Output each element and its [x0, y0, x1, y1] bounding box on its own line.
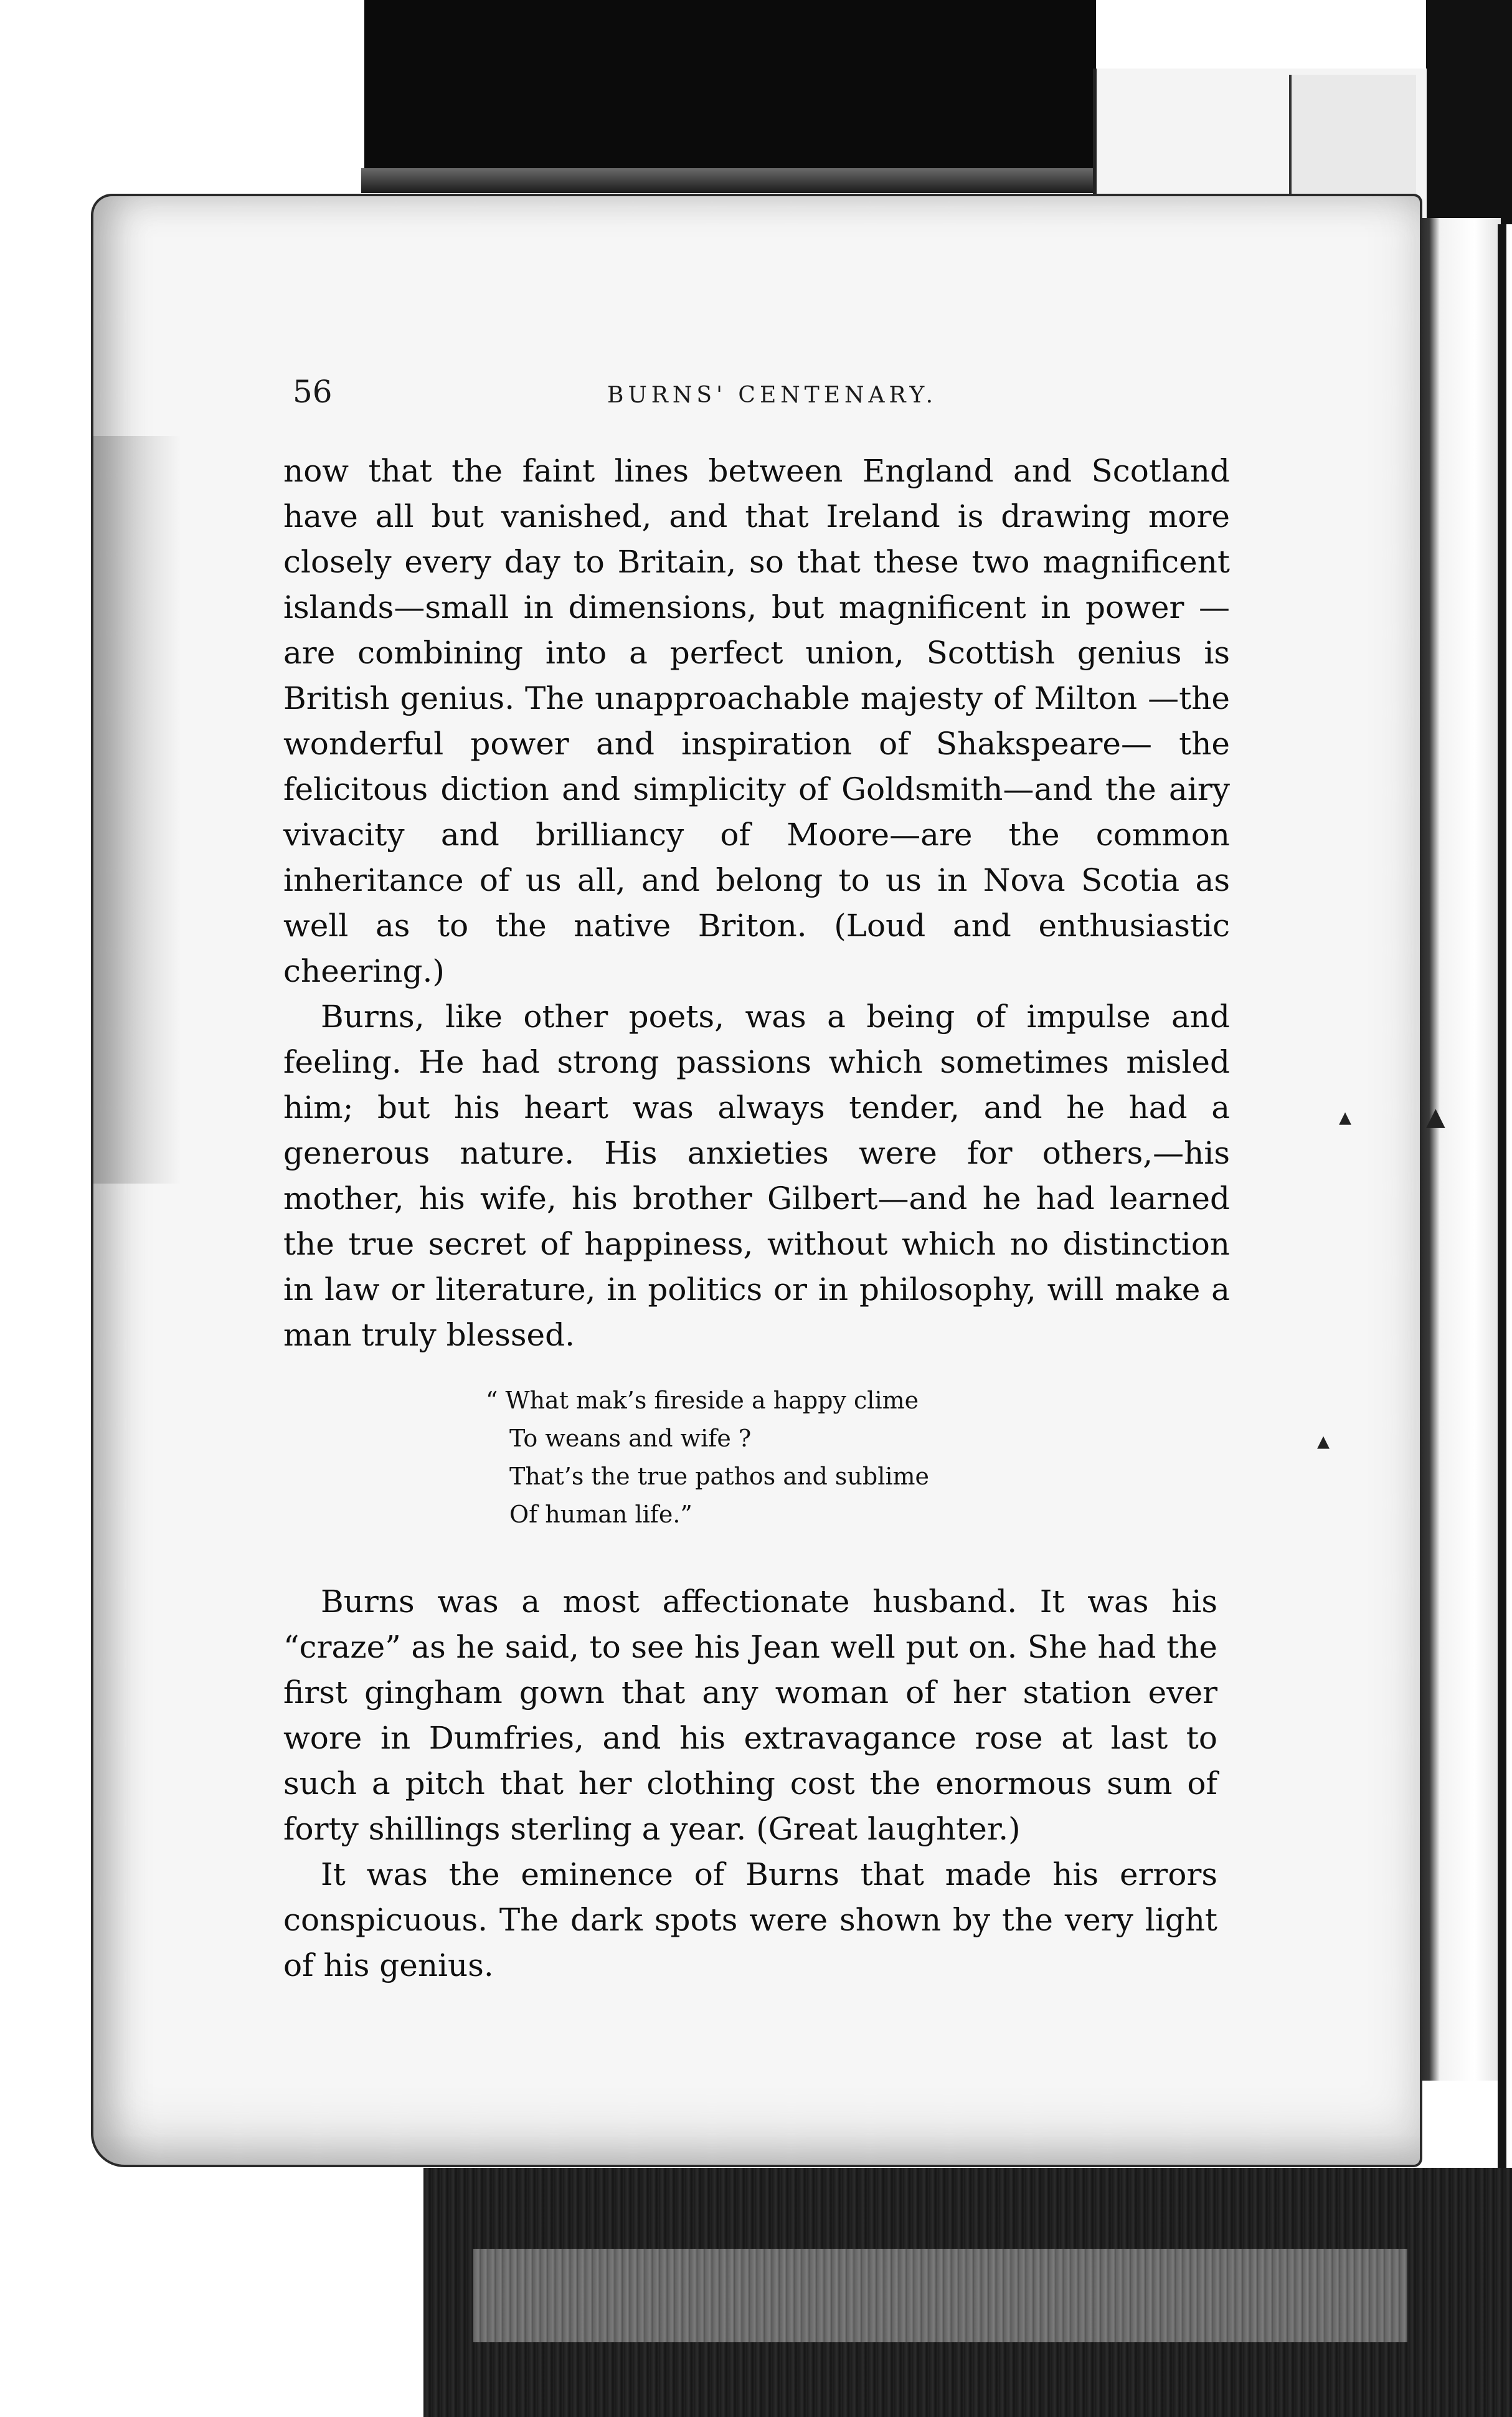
verse-line: Of human life.” — [509, 1501, 692, 1528]
paragraph: It was the eminence of Burns that made his errors conspicuous. The dark spots were shown by the very light of his genius. — [283, 1856, 1217, 1983]
running-head: BURNS' CENTENARY. — [607, 382, 938, 408]
margin-mark: ▴ — [1339, 1103, 1352, 1131]
scan-edge-line — [1498, 224, 1506, 2205]
margin-mark: ▴ — [1317, 1427, 1330, 1455]
verse-line: “ What mak’s fireside a happy clime — [486, 1387, 919, 1414]
paragraph: Burns, like other poets, was a being of impulse and feeling. He had strong passions which sometimes misled him; but his heart was always tender, and he had a generous nature. His anxieties were for others,—his mother, his wife, his brother Gilbert—and he had learned the true secret of happiness, without which no distinction in law or literature, in politics or in philosophy, will make a man truly blessed. — [283, 999, 1230, 1353]
quoted-verse — [486, 1382, 1046, 1534]
verse-line: That’s the true pathos and sublime — [509, 1463, 930, 1490]
scan-background-top — [364, 0, 1096, 187]
paragraph: Burns was a most affectionate husband. It was his “craze” as he said, to see his Jean well put on. She had the first gingham gown that any woman of her station ever wore in Dumfries, and his extravagance rose at last to such a pitch that her clothing cost the enormous sum of forty shillings sterling a year. (Great laughter.) — [283, 1584, 1217, 1847]
paragraph: now that the faint lines between England and Scotland have all but vanished, and that Ireland is drawing more closely every day to Britain, so that these two magnificent islands—small in dimensions, but magnificent in power —are combining into a perfect union, Scottish genius is British genius. The unapproachable majesty of Milton —the wonderful power and inspiration of Shakspeare— the felicitous diction and simplicity of Goldsmith—and the airy vivacity and brilliancy of Moore—are the common inheritance of us all, and belong to us in Nova Scotia as well as to the native Briton. (Loud and enthusiastic cheering.) — [283, 453, 1230, 989]
page-header — [293, 374, 1239, 417]
verse-line: To weans and wife ? — [509, 1425, 752, 1452]
body-text-top — [283, 449, 1230, 1358]
margin-mark: ▲ — [1426, 1103, 1445, 1131]
scan-background-top-right — [1426, 0, 1512, 224]
scan-background-bottom-texture — [473, 2249, 1407, 2342]
scan-background-right — [1414, 218, 1501, 2081]
page-number: 56 — [293, 374, 333, 410]
page-shadow — [93, 436, 181, 1184]
scan-edge-strip — [361, 168, 1146, 193]
body-text-bottom — [283, 1579, 1217, 1988]
